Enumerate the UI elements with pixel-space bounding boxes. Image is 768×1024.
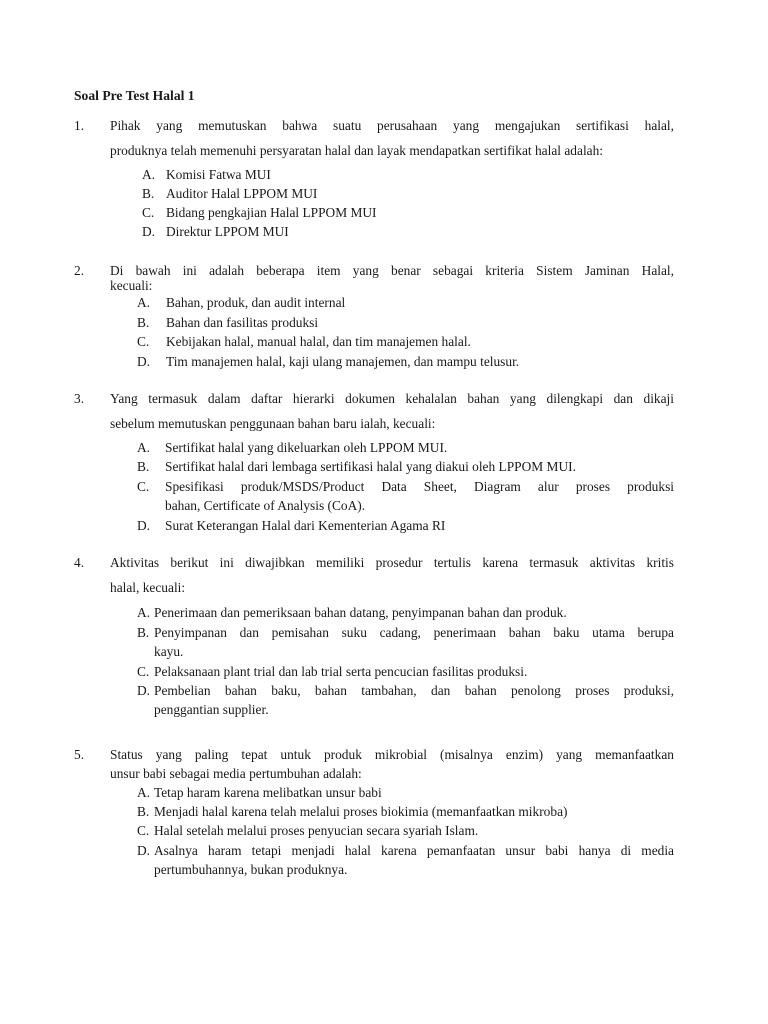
option-text: Pelaksanaan plant trial dan lab trial serta pencucian fasilitas produksi. [154,664,528,679]
option-text-continued: kayu. [154,644,184,659]
question-text: Pihak yang memutuskan bahwa suatu perusahaan yang mengajukan sertifikasi halal, [110,118,674,133]
question-number: 5. [74,747,85,762]
question-text: kecuali: [110,278,153,293]
option-text: Sertifikat halal yang dikeluarkan oleh LPPOM MUI. [165,440,448,455]
option-text: Pembelian bahan baku, bahan tambahan, dan bahan penolong proses produksi, [154,683,674,698]
option-text: Spesifikasi produk/MSDS/Product Data Sheet, Diagram alur proses produksi [165,479,674,494]
option-label: D. [137,843,151,858]
option-label: C. [137,334,150,349]
option-item [137,823,478,839]
question-text: Yang termasuk dalam daftar hierarki dokumen kehalalan bahan yang dilengkapi dan dikaji [110,391,674,406]
option-text-continued: penggantian supplier. [154,702,269,717]
question-text: halal, kecuali: [110,580,186,595]
option-text: Penyimpanan dan pemisahan suku cadang, penerimaan bahan baku utama berupa [154,625,674,640]
option-item [137,605,567,621]
option-label: D. [137,354,151,369]
question-number: 2. [74,263,85,278]
option-label: C. [137,823,150,838]
option-item [137,334,471,350]
option-item [142,186,317,202]
question-text: unsur babi sebagai media pertumbuhan adalah: [110,766,362,781]
option-text-continued: bahan, Certificate of Analysis (CoA). [165,498,366,513]
option-item [137,295,345,311]
option-text: Bahan dan fasilitas produksi [166,315,319,330]
option-text: Sertifikat halal dari lembaga sertifikasi halal yang diakui oleh LPPOM MUI. [165,459,576,474]
option-item [137,354,519,370]
option-item [142,167,271,183]
option-text: Bahan, produk, dan audit internal [166,295,346,310]
option-item [142,224,289,240]
option-label: B. [137,625,150,640]
option-label: A. [137,295,151,310]
page-title: Soal Pre Test Halal 1 [74,88,195,103]
option-item [137,683,154,699]
option-text: Auditor Halal LPPOM MUI [166,186,318,201]
question-number: 1. [74,118,85,133]
option-item [137,459,576,475]
option-item [137,804,567,820]
option-item [137,664,527,680]
option-item [137,843,154,859]
option-item [137,518,445,534]
option-label: C. [142,205,155,220]
option-label: C. [137,479,150,494]
option-item [142,205,377,221]
option-label: C. [137,664,150,679]
option-label: B. [137,315,150,330]
option-text: Komisi Fatwa MUI [166,167,271,182]
option-item [137,479,165,495]
option-item [137,315,318,331]
option-label: A. [137,785,151,800]
option-label: B. [137,459,150,474]
option-label: A. [137,605,151,620]
option-text: Asalnya haram tetapi menjadi halal karena pemanfaatan unsur babi hanya di media [154,843,674,858]
question-text: Status yang paling tepat untuk produk mikrobial (misalnya enzim) yang memanfaatkan [110,747,674,762]
question-number: 4. [74,555,85,570]
question-text: sebelum memutuskan penggunaan bahan baru ialah, kecuali: [110,416,436,431]
option-text: Tetap haram karena melibatkan unsur babi [154,785,382,800]
option-text: Direktur LPPOM MUI [166,224,289,239]
option-label: D. [137,683,151,698]
option-text-continued: pertumbuhannya, bukan produknya. [154,862,348,877]
option-text: Surat Keterangan Halal dari Kementerian Agama RI [165,518,446,533]
question-text: Aktivitas berikut ini diwajibkan memiliki prosedur tertulis karena termasuk aktivitas kritis [110,555,674,570]
option-label: A. [142,167,156,182]
question-number: 3. [74,391,85,406]
option-text: Penerimaan dan pemeriksaan bahan datang, penyimpanan bahan dan produk. [154,605,567,620]
option-label: D. [142,224,156,239]
option-label: A. [137,440,151,455]
question-text: Di bawah ini adalah beberapa item yang benar sebagai kriteria Sistem Jaminan Halal, [110,263,674,278]
option-item [137,625,154,641]
option-text: Halal setelah melalui proses penyucian secara syariah Islam. [154,823,479,838]
option-text: Tim manajemen halal, kaji ulang manajemen, dan mampu telusur. [166,354,520,369]
option-item [137,785,382,801]
option-label: B. [137,804,150,819]
question-text: produknya telah memenuhi persyaratan halal dan layak mendapatkan sertifikat halal adalah: [110,143,604,158]
option-text: Menjadi halal karena telah melalui proses biokimia (memanfaatkan mikroba) [154,804,568,819]
option-text: Kebijakan halal, manual halal, dan tim manajemen halal. [166,334,471,349]
option-text: Bidang pengkajian Halal LPPOM MUI [166,205,377,220]
option-label: B. [142,186,155,201]
option-item [137,440,447,456]
option-label: D. [137,518,151,533]
